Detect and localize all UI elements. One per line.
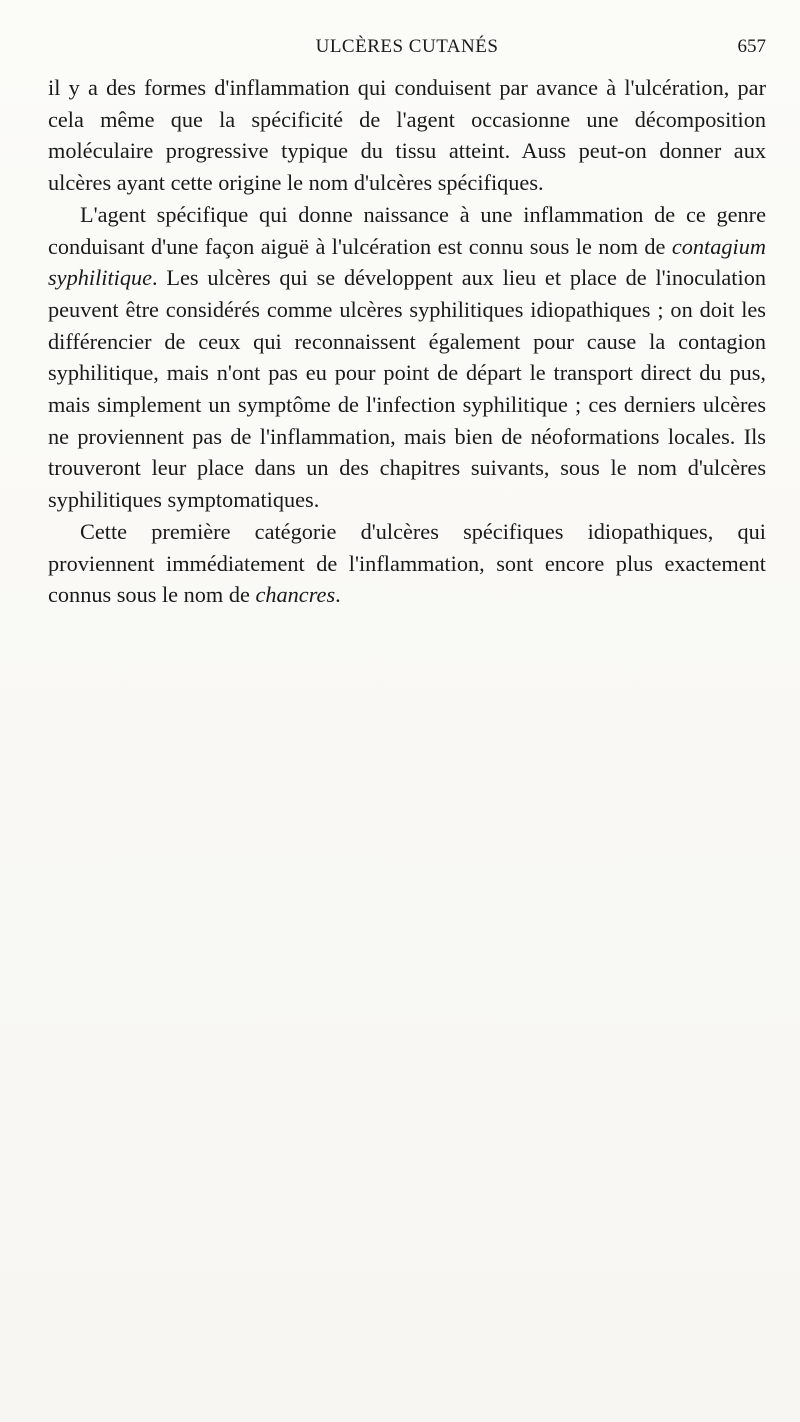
paragraph-2-text-b: . Les ulcères qui se développent aux lieu et place de l'inoculation peuvent être considérés comme ulcères syphilitiques idiopathiques ; on doit les différencier de ceux qui reconnaissent également pour cause la contagion syphilitique, mais n'ont pas eu pour point de départ le transport direct du pus, mais simplement un symptôme de l'infection syphilitique ; ces derniers ulcères ne proviennent pas de l'inflammation, mais bien de néoformations locales. Ils trouveront leur place dans un des chapitres suivants, sous le nom d'ulcères syphilitiques symptomatiques. [48, 265, 766, 513]
page-header [48, 36, 766, 62]
reverse-side-bleed-through [48, 690, 766, 1370]
running-head: ULCÈRES CUTANÉS [315, 36, 499, 57]
paragraph-3 [48, 516, 766, 611]
body-text [48, 72, 766, 611]
paragraph-2 [48, 199, 766, 516]
paragraph-3-text-b: . [335, 582, 341, 608]
paragraph-2-text-a: L'agent spécifique qui donne naissance à une inflammation de ce genre conduisant d'une façon aiguë à l'ulcération est connu sous le nom de [48, 201, 766, 259]
paragraph-3-italic-term: chancres [255, 582, 336, 608]
paragraph-3-text-a: Cette première catégorie d'ulcères spécifiques idiopathiques, qui proviennent immédiatement de l'inflammation, sont encore plus exactement connus sous le nom de [48, 518, 766, 608]
paragraph-2-italic-term: contagium syphilitique [48, 233, 766, 291]
page-number: 657 [737, 36, 766, 57]
paragraph-1: il y a des formes d'inflammation qui conduisent par avance à l'ulcération, par cela même que la spécificité de l'agent occasionne une décomposition moléculaire progressive typique du tissu atteint. Auss peut-on donner aux ulcères ayant cette origine le nom d'ulcères spécifiques. [48, 75, 766, 196]
